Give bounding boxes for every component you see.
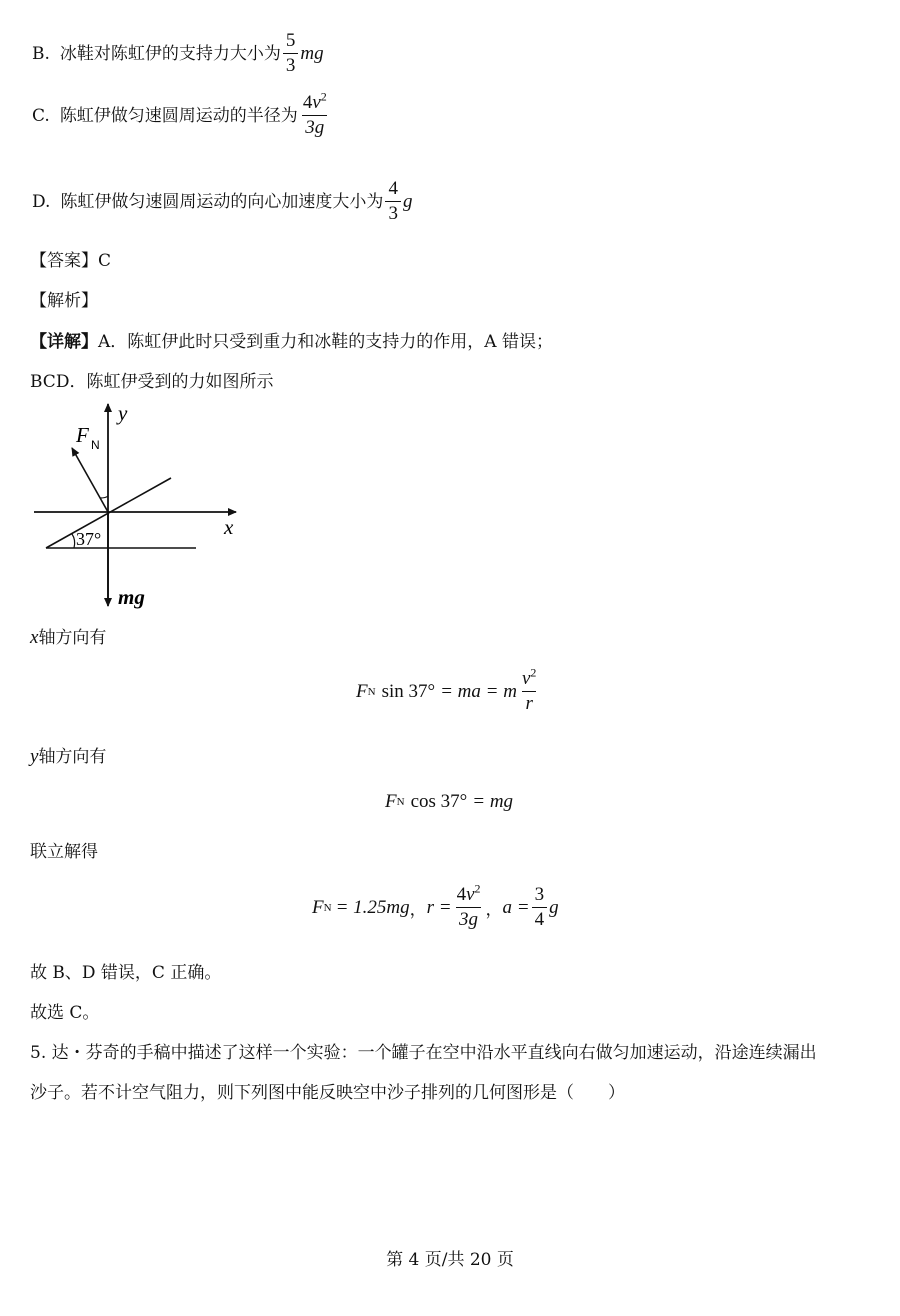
option-c-frac-den: 3g bbox=[302, 115, 327, 139]
eq1-mid: = ma = m bbox=[440, 680, 517, 702]
solve-text: 联立解得 bbox=[30, 842, 98, 862]
eq1-num-exp: 2 bbox=[530, 665, 537, 680]
option-d-text: 陈虹伊做匀速圆周运动的向心加速度大小为 bbox=[60, 191, 384, 212]
mg-label: mg bbox=[118, 585, 145, 609]
angle-arc-base bbox=[72, 534, 75, 548]
eq2-trig: cos 37° bbox=[410, 791, 468, 812]
eq3-r-num-var: v bbox=[466, 884, 475, 905]
fn-sub-label: N bbox=[91, 438, 100, 452]
eq3-r-num-exp: 2 bbox=[474, 881, 481, 896]
question-5-line-1: 5. 达・芬奇的手稿中描述了这样一个实验：一个罐子在空中沿水平直线向右做匀加速运动，沿途连续漏出 bbox=[30, 1043, 817, 1063]
option-b-frac-den: 3 bbox=[283, 53, 299, 77]
equation-3: F N = 1.25mg ， r = $\frac{4v^2}{3g}$ ， a = $\frac{3}{4}$ g bbox=[312, 881, 559, 930]
eq3-r-den: 3g bbox=[456, 907, 481, 931]
eq3-a-fraction bbox=[532, 884, 548, 931]
detail-text: A．陈虹伊此时只受到重力和冰鞋的支持力的作用，A 错误； bbox=[98, 332, 553, 352]
y-axis-var: y bbox=[30, 746, 39, 767]
eq2-rhs: = mg bbox=[472, 791, 514, 812]
x-axis-label: x bbox=[224, 515, 234, 539]
eq3-r-num-coef: 4 bbox=[456, 884, 467, 905]
question-5-line-2: 沙子。若不计空气阻力，则下列图中能反映空中沙子排列的几何图形是（ ） bbox=[30, 1083, 625, 1103]
answer-line bbox=[30, 250, 111, 272]
eq1-num-var: v bbox=[521, 668, 531, 689]
eq1-trig: sin 37° bbox=[381, 680, 436, 702]
eq3-r-fraction bbox=[454, 881, 484, 931]
eq2-f: F bbox=[385, 791, 397, 812]
force-diagram bbox=[28, 400, 258, 615]
eq3-a-den: 4 bbox=[532, 907, 548, 931]
equation-1: F N sin 37° = ma = m $\frac{v^2}{r}$ bbox=[356, 668, 541, 715]
bcd-intro: BCD．陈虹伊受到的力如图所示 bbox=[30, 372, 274, 392]
option-d-fraction bbox=[385, 178, 401, 225]
option-d bbox=[32, 178, 412, 225]
analysis-label: 【解析】 bbox=[30, 291, 98, 311]
eq3-f: F bbox=[312, 896, 324, 918]
option-b-prefix: B. bbox=[32, 43, 50, 64]
page-footer: 第 4 页/共 20 页 bbox=[386, 1250, 514, 1270]
option-b bbox=[32, 30, 324, 77]
angle-label: 37° bbox=[76, 529, 102, 549]
fn-label: F bbox=[76, 423, 89, 447]
angle-mark-origin bbox=[100, 496, 108, 498]
eq3-r: r = bbox=[426, 896, 452, 918]
option-b-tail: mg bbox=[300, 42, 324, 64]
option-d-tail: g bbox=[402, 190, 413, 212]
y-axis-text: 轴方向有 bbox=[38, 747, 107, 767]
option-c-fraction bbox=[300, 89, 330, 139]
eq1-fraction bbox=[519, 665, 539, 715]
detail-line bbox=[30, 331, 553, 353]
x-axis-line-text bbox=[30, 627, 106, 649]
option-b-fraction bbox=[283, 30, 299, 77]
conclusion-2: 故选 C。 bbox=[30, 1003, 100, 1023]
eq3-a-num: 3 bbox=[534, 884, 545, 905]
option-c-prefix: C. bbox=[32, 105, 50, 126]
option-c bbox=[32, 89, 332, 139]
x-axis-var: x bbox=[30, 627, 39, 648]
answer-value: C bbox=[98, 251, 112, 271]
option-c-text: 陈虹伊做匀速圆周运动的半径为 bbox=[59, 105, 298, 126]
option-d-prefix: D. bbox=[32, 191, 51, 212]
x-axis-text: 轴方向有 bbox=[38, 628, 107, 648]
eq1-f: F bbox=[356, 680, 368, 702]
option-d-frac-num: 4 bbox=[388, 178, 398, 199]
eq3-a-tail: g bbox=[549, 896, 559, 918]
eq3-sep1: ， bbox=[409, 900, 427, 920]
option-c-num-exp: 2 bbox=[320, 89, 327, 104]
option-c-num-var: v bbox=[312, 92, 321, 113]
normal-force-arrow bbox=[72, 448, 108, 512]
answer-label: 【答案】 bbox=[30, 251, 98, 271]
option-d-frac-den: 3 bbox=[385, 201, 401, 225]
option-b-frac-num: 5 bbox=[285, 30, 296, 51]
option-c-num-coef: 4 bbox=[302, 92, 313, 113]
y-axis-label: y bbox=[118, 401, 128, 425]
detail-label: 【详解】 bbox=[30, 332, 98, 352]
y-axis-line-text bbox=[30, 746, 106, 768]
equation-2: F N cos 37° = mg bbox=[385, 791, 514, 812]
eq3-a: a = bbox=[502, 896, 530, 918]
eq3-sep2: ， bbox=[485, 900, 503, 920]
eq1-den: r bbox=[522, 691, 535, 715]
option-b-text: 冰鞋对陈虹伊的支持力大小为 bbox=[59, 43, 281, 64]
conclusion-1: 故 B、D 错误，C 正确。 bbox=[30, 963, 222, 983]
eq3-part1: = 1.25mg bbox=[335, 896, 410, 918]
